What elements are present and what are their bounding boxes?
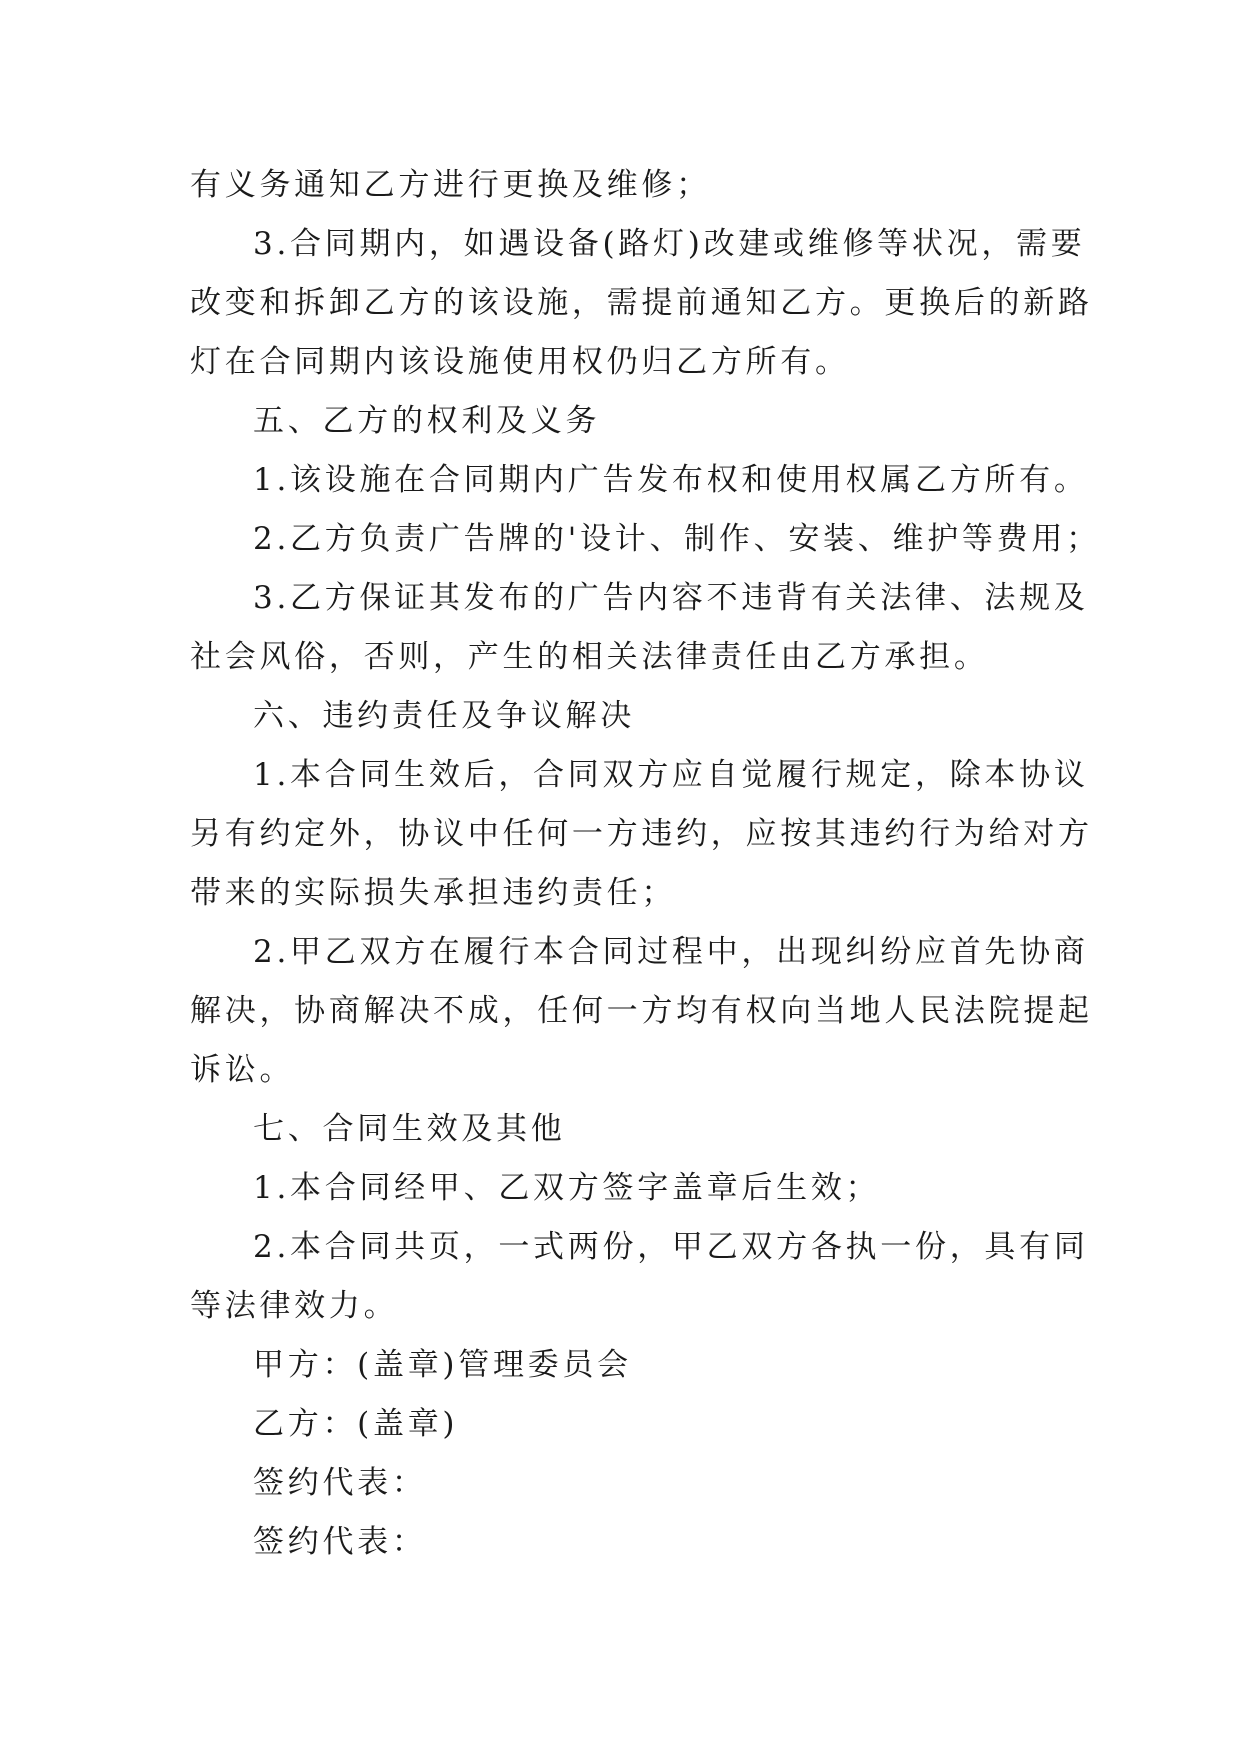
text-line: 1.本合同生效后，合同双方应自觉履行规定，除本协议 — [253, 757, 1089, 793]
text-line: 2.甲乙双方在履行本合同过程中，出现纠纷应首先协商 — [253, 934, 1089, 970]
text-line: 等法律效力。 — [190, 1288, 399, 1324]
text-line: 1.该设施在合同期内广告发布权和使用权属乙方所有。 — [253, 462, 1089, 498]
text-line: 另有约定外，协议中任何一方违约，应按其违约行为给对方 — [190, 816, 1093, 852]
party-b-signature-line: 乙方：(盖章) — [253, 1406, 459, 1442]
text-line: 3.乙方保证其发布的广告内容不违背有关法律、法规及 — [253, 580, 1089, 616]
text-line: 带来的实际损失承担违约责任； — [190, 875, 677, 911]
text-line: 社会风俗，否则，产生的相关法律责任由乙方承担。 — [190, 639, 989, 675]
text-line: 2.本合同共页，一式两份，甲乙双方各执一份，具有同 — [253, 1229, 1089, 1265]
text-line: 2.乙方负责广告牌的'设计、制作、安装、维护等费用； — [253, 521, 1101, 557]
section-heading: 五、乙方的权利及义务 — [253, 403, 601, 439]
text-line: 有义务通知乙方进行更换及维修； — [190, 167, 711, 203]
section-heading: 七、合同生效及其他 — [253, 1111, 566, 1147]
text-line: 3.合同期内，如遇设备(路灯)改建或维修等状况，需要 — [253, 226, 1086, 262]
text-line: 1.本合同经甲、乙双方签字盖章后生效； — [253, 1170, 881, 1206]
representative-signature-line: 签约代表： — [253, 1465, 427, 1501]
document-body — [190, 156, 1101, 1572]
section-heading: 六、违约责任及争议解决 — [253, 698, 635, 734]
text-line: 改变和拆卸乙方的该设施，需提前通知乙方。更换后的新路 — [190, 285, 1093, 321]
text-line: 诉讼。 — [190, 1052, 295, 1088]
text-line: 解决，协商解决不成，任何一方均有权向当地人民法院提起 — [190, 993, 1093, 1029]
representative-signature-line: 签约代表： — [253, 1524, 427, 1560]
party-a-signature-line: 甲方：(盖章)管理委员会 — [253, 1347, 632, 1383]
text-line: 灯在合同期内该设施使用权仍归乙方所有。 — [190, 344, 850, 380]
